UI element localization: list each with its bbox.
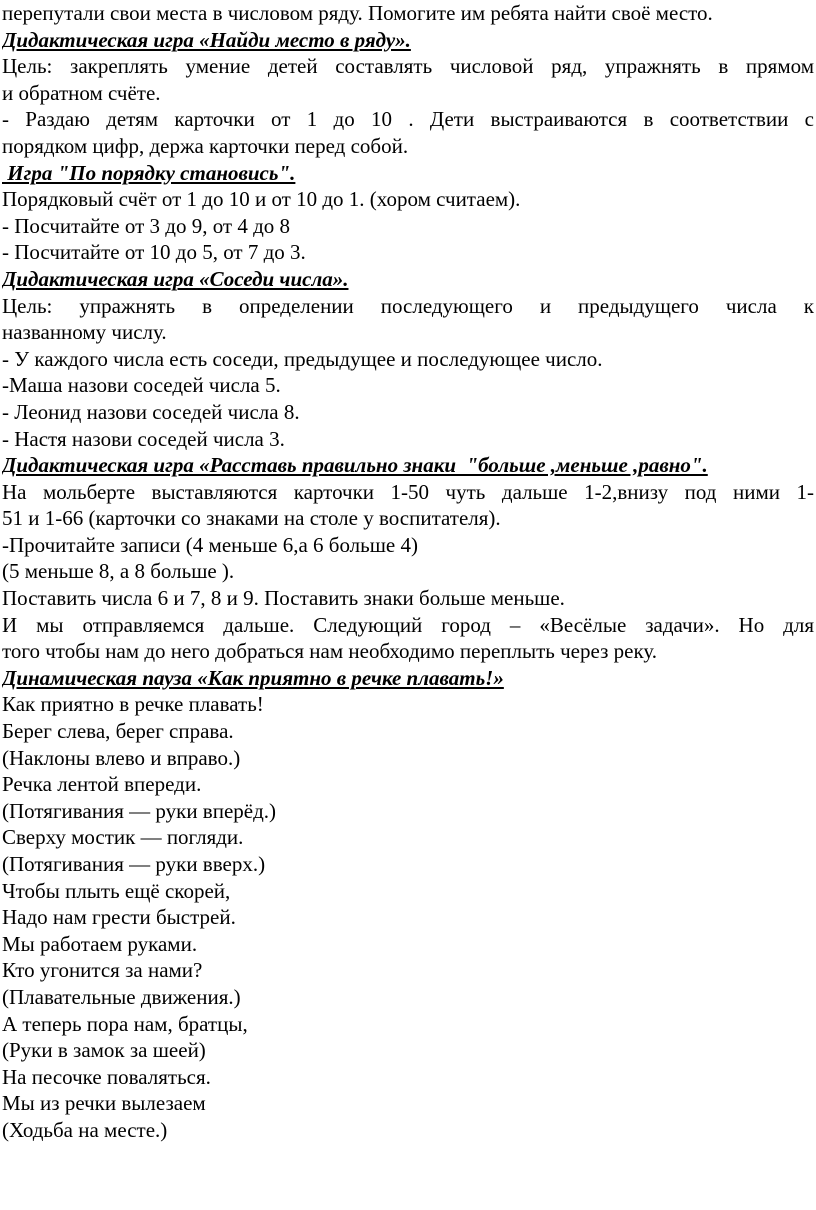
text-line: (Руки в замок за шеей) <box>2 1038 206 1063</box>
text-line: того чтобы нам до него добраться нам необходимо переплыть через реку. <box>2 639 657 664</box>
text-line: Кто угонится за нами? <box>2 958 203 983</box>
section-heading: Дидактическая игра «Найди место в ряду». <box>2 27 411 52</box>
text-line: Берег слева, берег справа. <box>2 719 234 744</box>
section-heading: Дидактическая игра «Расставь правильно знаки "больше ,меньше ,равно". <box>2 453 708 478</box>
text-line: -Прочитайте записи (4 меньше 6,а 6 больше 4) <box>2 532 418 557</box>
text-line: (Потягивания — руки вперёд.) <box>2 798 277 823</box>
text-line: - У каждого числа есть соседи, предыдущее и последующее число. <box>2 346 603 371</box>
text-line: (Потягивания — руки вверх.) <box>2 852 266 876</box>
text-line: Как приятно в речке плавать! <box>2 692 264 717</box>
text-line: А теперь пора нам, братцы, <box>2 1011 248 1036</box>
text-line: На песочке поваляться. <box>2 1064 211 1089</box>
text-line: (Наклоны влево и вправо.) <box>2 745 241 770</box>
text-line: Цель: упражнять в определении последующего и предыдущего числа к <box>2 293 814 318</box>
section-heading: Дидактическая игра «Соседи числа». <box>2 266 349 291</box>
text-line: (Плавательные движения.) <box>2 984 241 1009</box>
text-line: Надо нам грести быстрей. <box>2 905 236 930</box>
text-line: Сверху мостик — погляди. <box>2 825 244 850</box>
text-line: Мы работаем руками. <box>2 931 198 956</box>
text-line: Цель: закреплять умение детей составлять числовой ряд, упражнять в прямом <box>2 54 814 79</box>
text-line: и обратном счёте. <box>2 80 161 105</box>
text-line: Речка лентой впереди. <box>2 772 202 797</box>
text-line: И мы отправляемся дальше. Следующий город – «Весёлые задачи». Но для <box>2 612 814 637</box>
section-heading: Динамическая пауза «Как приятно в речке плавать!» <box>2 665 504 690</box>
section-heading: Игра "По порядку становись". <box>2 160 296 185</box>
text-line: - Посчитайте от 3 до 9, от 4 до 8 <box>2 213 291 238</box>
text-line: - Леонид назови соседей числа 8. <box>2 399 300 424</box>
text-line: Поставить числа 6 и 7, 8 и 9. Поставить знаки больше меньше. <box>2 586 565 611</box>
text-line: 51 и 1-66 (карточки со знаками на столе у воспитателя). <box>2 506 501 531</box>
text-line: На мольберте выставляются карточки 1-50 чуть дальше 1-2,внизу под ними 1- <box>2 479 814 504</box>
text-line: Порядковый счёт от 1 до 10 и от 10 до 1. (хором считаем). <box>2 187 521 212</box>
text-line: Мы из речки вылезаем <box>2 1091 206 1116</box>
text-line: перепутали свои места в числовом ряду. Помогите им ребята найти своё место. <box>2 1 713 25</box>
text-line: Чтобы плыть ещё скорей, <box>2 878 231 903</box>
text-line: - Настя назови соседей числа 3. <box>2 426 285 451</box>
text-line: (5 меньше 8, а 8 больше ). <box>2 559 235 584</box>
text-line: (Ходьба на месте.) <box>2 1117 168 1142</box>
text-line: - Раздаю детям карточки от 1 до 10 . Дети выстраиваются в соответствии с <box>2 107 814 132</box>
text-line: порядком цифр, держа карточки перед собой. <box>2 133 409 158</box>
text-line: названному числу. <box>2 320 167 345</box>
text-line: -Маша назови соседей числа 5. <box>2 373 281 398</box>
text-line: - Посчитайте от 10 до 5, от 7 до 3. <box>2 240 306 265</box>
